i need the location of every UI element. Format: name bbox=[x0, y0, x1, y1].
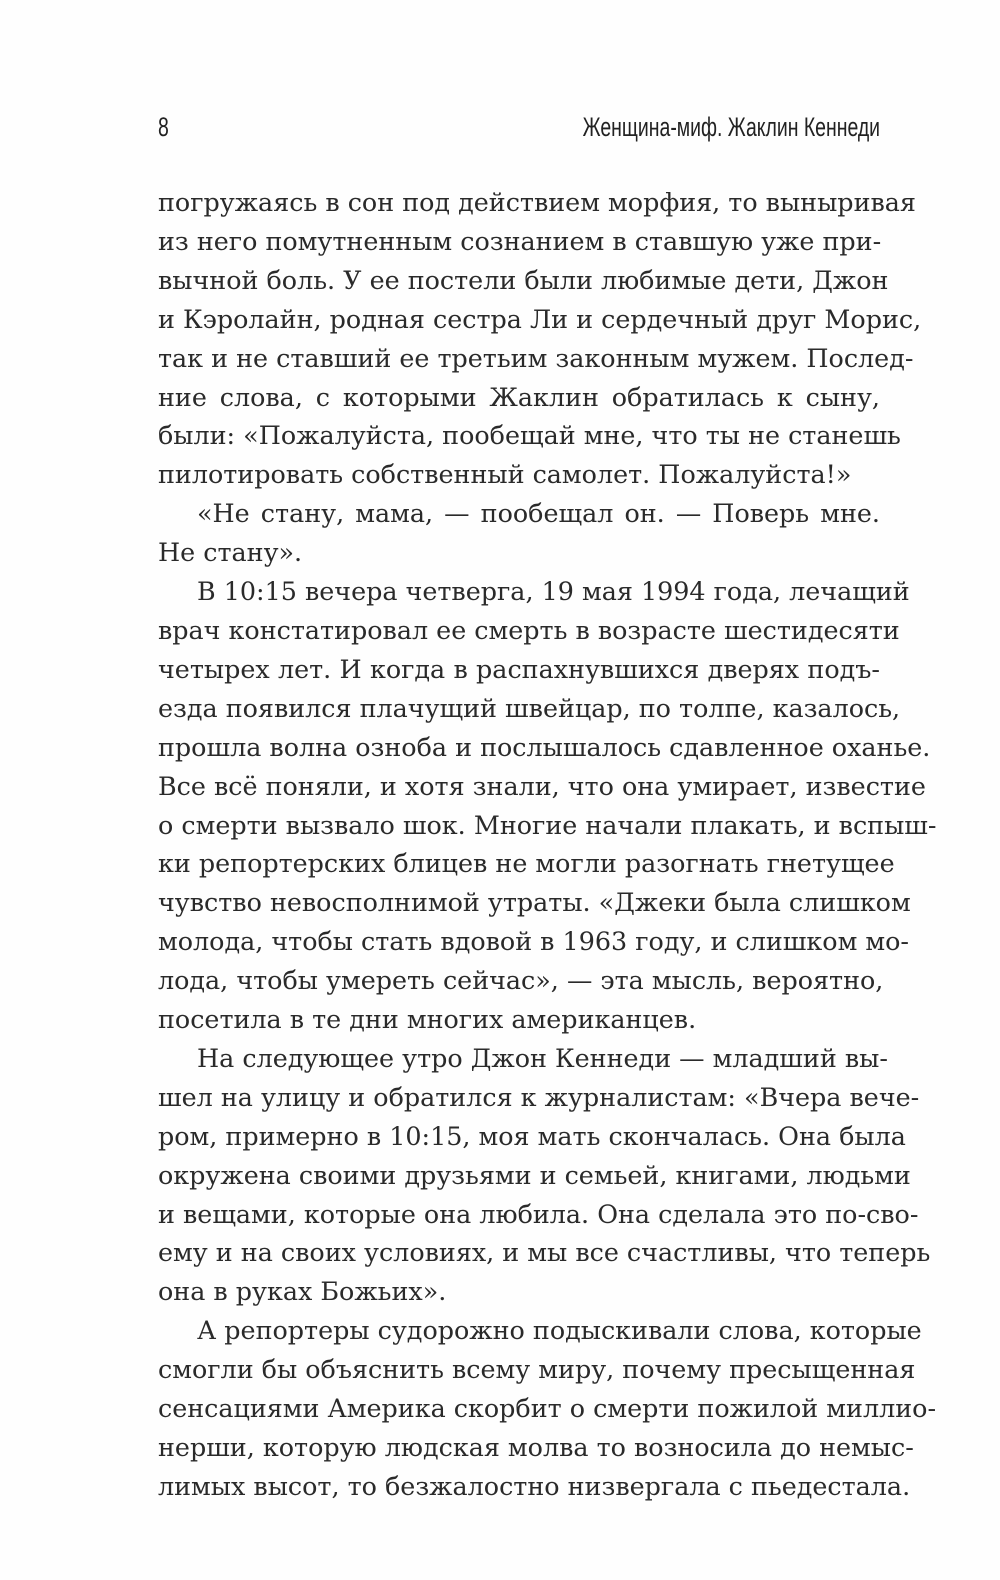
paragraph bbox=[158, 183, 922, 494]
text-line: лода, чтобы умереть сейчас», — эта мысль, вероятно, bbox=[158, 965, 884, 996]
text-line: прошла волна озноба и послышалось сдавленное оханье. bbox=[158, 731, 931, 762]
text-line: ему и на своих условиях, и мы все счастливы, что теперь bbox=[158, 1237, 931, 1268]
text-line: «Не стану, мама, — пообещал он. — Поверь мне. bbox=[197, 498, 880, 529]
text-line: были: «Пожалуйста, пообещай мне, что ты не станешь bbox=[158, 420, 901, 451]
text-line: чувство невосполнимой утраты. «Джеки была слишком bbox=[158, 887, 911, 918]
page-number: 8 bbox=[158, 112, 169, 142]
text-line: погружаясь в сон под действием морфия, то выныривая bbox=[158, 187, 916, 217]
text-line: Все всё поняли, и хотя знали, что она умирает, известие bbox=[158, 770, 926, 801]
paragraph bbox=[158, 1311, 937, 1506]
text-line: врач констатировал ее смерть в возрасте шестидесяти bbox=[158, 614, 900, 645]
text-line: ние слова, с которыми Жаклин обратилась к сыну, bbox=[158, 381, 880, 412]
text-line: из него помутненным сознанием в ставшую уже при- bbox=[158, 225, 882, 256]
text-line: В 10:15 вечера четверга, 19 мая 1994 года, лечащий bbox=[197, 576, 910, 607]
text-line: смогли бы объяснить всему миру, почему пресыщенная bbox=[158, 1354, 916, 1385]
text-line: вычной боль. У ее постели были любимые дети, Джон bbox=[158, 264, 889, 295]
running-header bbox=[158, 112, 880, 152]
text-line: посетила в те дни многих американцев. bbox=[158, 1004, 697, 1035]
text-line: На следующее утро Джон Кеннеди — младший вы- bbox=[197, 1042, 888, 1073]
text-line: так и не ставший ее третьим законным мужем. Послед- bbox=[158, 342, 914, 373]
paragraph bbox=[158, 494, 880, 572]
text-line: нерши, которую людская молва то возносила до немыс- bbox=[158, 1432, 914, 1462]
body-text bbox=[158, 183, 937, 1506]
text-line: езда появился плачущий швейцар, по толпе, казалось, bbox=[158, 692, 901, 723]
text-line: четырех лет. И когда в распахнувшихся дверях подъ- bbox=[158, 653, 880, 684]
text-line: окружена своими друзьями и семьей, книгами, людьми bbox=[158, 1159, 911, 1190]
text-line: лимых высот, то безжалостно низвергала с пьедестала. bbox=[158, 1470, 911, 1501]
text-line: ром, примерно в 10:15, моя мать скончалась. Она была bbox=[158, 1120, 906, 1151]
text-line: сенсациями Америка скорбит о смерти пожилой миллио- bbox=[158, 1393, 937, 1424]
paragraph bbox=[158, 1039, 931, 1311]
running-title: Женщина-миф. Жаклин Кеннеди bbox=[582, 112, 880, 142]
text-line: и вещами, которые она любила. Она сделала это по-сво- bbox=[158, 1198, 919, 1229]
text-line: она в руках Божьих». bbox=[158, 1276, 447, 1307]
text-line: пилотировать собственный самолет. Пожалуйста!» bbox=[158, 459, 852, 490]
text-line: о смерти вызвало шок. Многие начали плакать, и вспыш- bbox=[158, 809, 937, 840]
paragraph bbox=[158, 572, 937, 1039]
text-line: и Кэролайн, родная сестра Ли и сердечный друг Морис, bbox=[158, 303, 922, 334]
text-line: ки репортерских блицев не могли разогнать гнетущее bbox=[158, 848, 895, 879]
text-line: Не стану». bbox=[158, 537, 303, 568]
text-line: шел на улицу и обратился к журналистам: «Вчера вече- bbox=[158, 1081, 920, 1112]
text-line: молода, чтобы стать вдовой в 1963 году, и слишком мо- bbox=[158, 926, 910, 957]
text-line: А репортеры судорожно подыскивали слова, которые bbox=[197, 1315, 922, 1346]
